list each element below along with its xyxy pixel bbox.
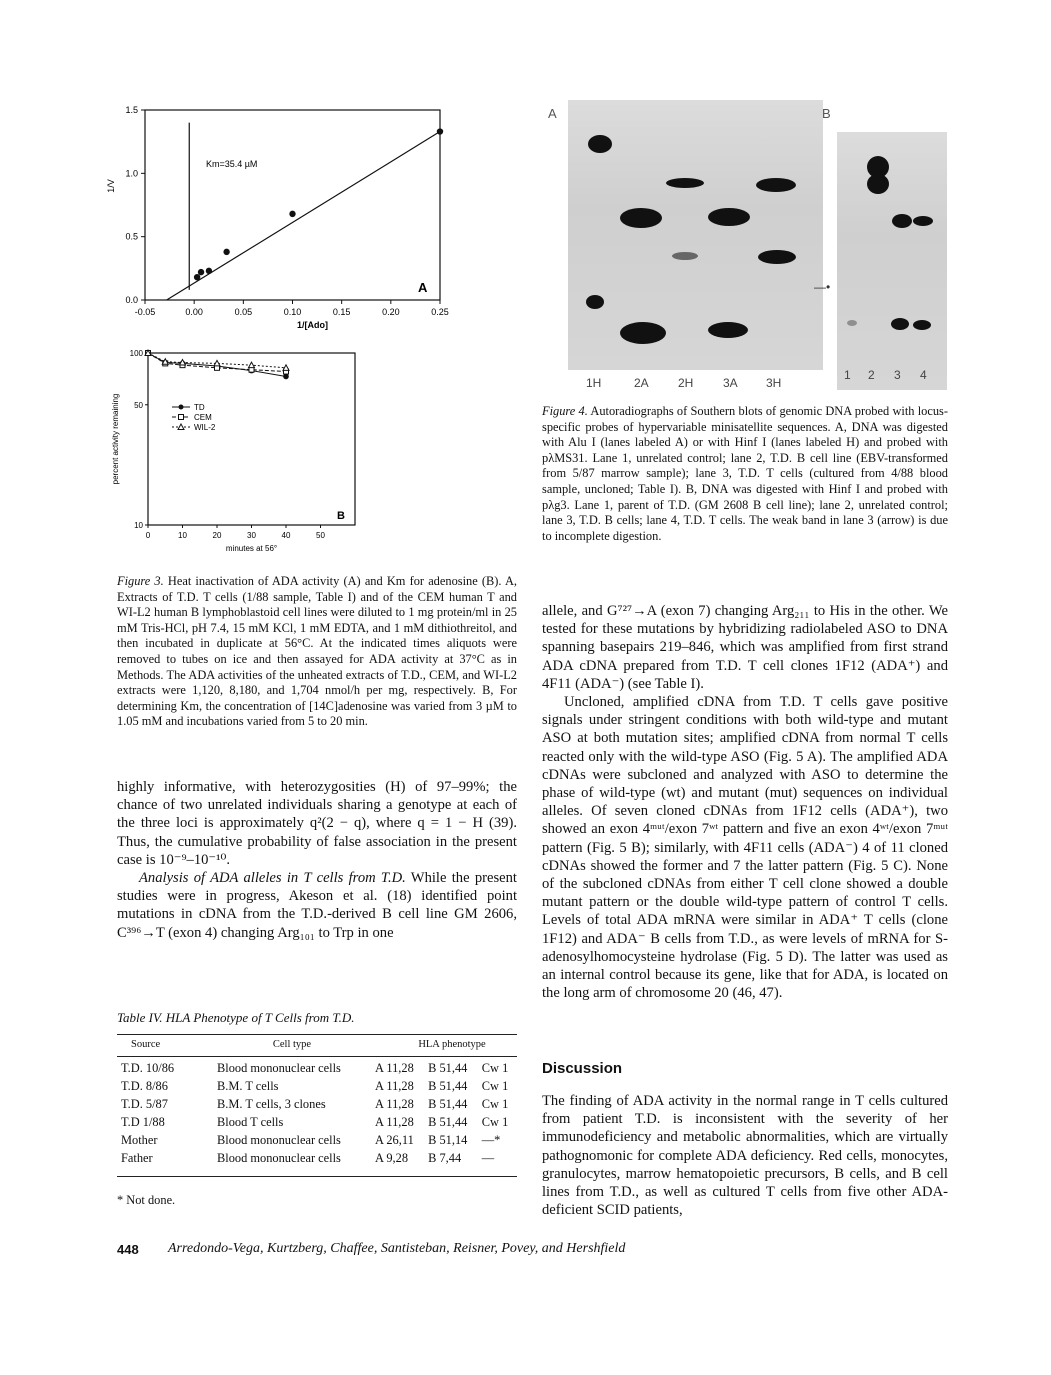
- y-tick-label: 100: [129, 349, 143, 358]
- footer-authors: Arredondo-Vega, Kurtzberg, Chaffee, Santisteban, Reisner, Povey, and Hershfield: [168, 1241, 626, 1256]
- table-row: [117, 1150, 517, 1168]
- table-cell: —*: [481, 1133, 501, 1148]
- right-paragraph-2: Uncloned, amplified cDNA from T.D. T cells gave positive signals under stringent conditions with both wild-type and mutant ASO at both mutation sites; amplified cDNA from normal T cells reacted only with the wild-type ASO (Fig. 5 A). The amplified ADA cDNAs were subcloned and analyzed with ASO to determine the phase of wild-type (wt) and mutant (mut) sequences on individual alleles. Of seven cloned cDNAs from 1F12 cells (ADA⁺), two showed an exon 4ᵐᵘᵗ/exon 7ʷᵗ pattern and five an exon 4ʷᵗ/exon 7ᵐᵘᵗ pattern (Fig. 5 B); similarly, with 4F11 cells (ADA⁻) 4 of 11 cloned cDNAs showed the former and 7 the latter pattern (Fig. 5 C). None of the subcloned cDNAs from either T cell clone showed a double mutant pattern or the double wild-type pattern of control T cells. Levels of total ADA mRNA were similar in ADA⁺ T cells (clone 1F12) and ADA⁻ B cells from T.D., as were levels of mRNA for S-adenosylhomocysteine hydrolase (Fig. 5 D). The latter was used as an internal control because its gene, like that for ADA, is located on the long arm of chromosome 20 (46, 47).: [542, 694, 948, 1002]
- x-tick-label: 0.00: [185, 307, 203, 317]
- figure4-caption-label: Figure 4.: [542, 404, 588, 418]
- table-cell: B 51,44: [428, 1061, 468, 1076]
- right-paragraph-1: allele, and G⁷²⁷→A (exon 7) changing Arg₂₁₁ to His in the other. We tested for these mutations by hybridizing radiolabeled ASO to DNA spanning basepairs 219–846, which was amplified from first strand ADA cDNA prepared from T.D. T cell clones 1F12 (ADA⁺) and 4F11 (ADA⁻) (see Table I).: [542, 603, 948, 692]
- y-tick-label: 0.5: [125, 231, 138, 242]
- lane-label: 2: [868, 368, 875, 382]
- table4-header-cell-type: Cell type: [272, 1038, 312, 1050]
- x-tick-label: 0.10: [283, 307, 302, 317]
- left-paragraph-2-text: While the present studies were in progress, Akeson et al. (18) identified point mutations in cDNA from the T.D.-derived B cell line GM 2606, C³⁹⁶→T (exon 4) changing Arg₁₀₁ to Trp in one: [117, 870, 517, 941]
- lane-label: 2H: [678, 376, 694, 390]
- table-cell: Blood mononuclear cells: [217, 1151, 341, 1166]
- table-cell: Blood mononuclear cells: [217, 1133, 341, 1148]
- table-cell: B 51,44: [428, 1079, 468, 1094]
- table-cell: B.M. T cells: [217, 1079, 279, 1094]
- left-paragraph-2: [117, 869, 517, 942]
- legend-marker: [179, 405, 184, 410]
- table-cell: —: [481, 1151, 495, 1166]
- figure4-panel-a-label: A: [548, 106, 557, 121]
- y-tick-label: 10: [134, 521, 143, 530]
- figure4-panel-a: [568, 100, 823, 370]
- x-tick-label: 0.25: [431, 307, 449, 317]
- data-point: [194, 274, 200, 280]
- x-tick-label: 0.05: [234, 307, 253, 317]
- table4-footnote: * Not done.: [117, 1192, 176, 1207]
- lane-label: 3A: [723, 376, 738, 390]
- km-annotation: Km=35.4 µM: [205, 159, 258, 169]
- table-cell: A 9,28: [375, 1151, 409, 1166]
- y-axis-label: 1/V: [106, 179, 116, 193]
- table-cell: T.D. 5/87: [121, 1097, 168, 1112]
- table-row: [117, 1060, 517, 1078]
- table4: [117, 1035, 517, 1168]
- table-cell: A 11,28: [375, 1097, 414, 1112]
- y-tick-label: 1.5: [125, 105, 138, 115]
- figure4-panel-b: [837, 132, 947, 390]
- data-point: [289, 211, 295, 217]
- figure4-arrow: —•: [814, 280, 831, 294]
- y-tick-label: 1.0: [125, 168, 138, 179]
- table4-header-source: Source: [131, 1038, 161, 1050]
- table-cell: Cw 1: [481, 1061, 509, 1076]
- table-cell: Mother: [121, 1133, 158, 1148]
- figure3-panel-a: [100, 100, 450, 340]
- figure3-panel-b: [100, 345, 370, 560]
- fit-line: [167, 132, 440, 300]
- legend-marker: [179, 415, 184, 420]
- figure3-caption: [117, 574, 517, 730]
- figure4-panel-b-label: B: [822, 106, 831, 121]
- table-cell: B 51,44: [428, 1115, 468, 1130]
- lane-label: 4: [920, 368, 927, 382]
- figure4-caption: [542, 404, 948, 544]
- table-cell: Cw 1: [481, 1079, 509, 1094]
- left-paragraph-1: highly informative, with heterozygosities (H) of 97–99%; the chance of two unrelated individuals sharing a genotype at each of the three loci is approximately q²(2 − q), where q = 1 − H (39). Thus, the cumulative probability of false association in the present case is 10⁻⁹–10⁻¹⁰.: [117, 779, 517, 868]
- lane-label: 3H: [766, 376, 782, 390]
- figure3-caption-label: Figure 3.: [117, 574, 164, 588]
- x-tick-label: 20: [212, 531, 222, 540]
- table-cell: A 11,28: [375, 1115, 414, 1130]
- table-cell: A 11,28: [375, 1061, 414, 1076]
- lane-label: 1H: [586, 376, 602, 390]
- data-point: [249, 362, 255, 368]
- x-axis-label: minutes at 56°: [225, 544, 278, 553]
- figure4-caption-text: Autoradiographs of Southern blots of genomic DNA probed with locus-specific probes of hypervariable minisatellite sequences. A, DNA was digested with Alu I (lanes labeled A) or with Hinf I (lanes labeled H) and probed with pλMS31. Lane 1, unrelated control; lane 2, T.D. B cell line (EBV-transformed from 5/87 marrow sample); lane 3, T.D. T cells (cultured from 4/88 blood sample, uncloned; Table I). B, DNA was digested with Hinf I and probed with pλg3. Lane 1, parent of T.D. (GM 2608 B cell line); lane 2, unrelated control; lane 3, T.D. B cells; lane 4, T.D. T cells. The weak band in lane 3 (arrow) is due to incomplete digestion.: [542, 404, 949, 543]
- y-axis-label: percent activity remaining: [111, 393, 120, 485]
- x-tick-label: 30: [247, 531, 256, 540]
- x-tick-label: 10: [178, 531, 187, 540]
- table4-header-row: [117, 1035, 517, 1054]
- lane-label: 1: [844, 368, 851, 382]
- data-point: [206, 268, 212, 274]
- data-point: [283, 365, 289, 371]
- table-cell: B 51,14: [428, 1133, 468, 1148]
- table-cell: A 11,28: [375, 1079, 414, 1094]
- left-paragraph-2-heading: Analysis of ADA alleles in T cells from T.D.: [139, 870, 406, 887]
- table-cell: Father: [121, 1151, 153, 1166]
- legend-label: WIL-2: [194, 423, 216, 432]
- x-tick-label: 0.20: [382, 307, 400, 317]
- legend-label: TD: [194, 403, 205, 412]
- table-cell: B 7,44: [428, 1151, 462, 1166]
- table4-container: [117, 1010, 517, 1208]
- discussion-heading: Discussion: [542, 1060, 623, 1077]
- left-body-text: [117, 778, 517, 942]
- figure4-blots: [540, 100, 950, 395]
- y-tick-label: 50: [134, 400, 143, 410]
- page-number: 448: [117, 1242, 139, 1257]
- data-point: [198, 269, 204, 275]
- table4-bottom-rule: [117, 1176, 517, 1177]
- table-cell: T.D. 10/86: [121, 1061, 175, 1076]
- table-cell: B 51,44: [428, 1097, 468, 1112]
- table4-title: Table IV. HLA Phenotype of T Cells from T.D.: [117, 1010, 355, 1025]
- legend-label: CEM: [194, 413, 212, 422]
- right-body-text-2: [542, 1092, 948, 1219]
- x-tick-label: -0.05: [134, 307, 156, 317]
- x-tick-label: 0.15: [332, 307, 351, 317]
- panel-letter: B: [337, 510, 345, 522]
- table-cell: T.D. 8/86: [121, 1079, 168, 1094]
- table-cell: Blood mononuclear cells: [217, 1061, 341, 1076]
- right-body-text: [542, 602, 948, 1002]
- right-paragraph-3: The finding of ADA activity in the normal range in T cells cultured from patient T.D. is inconsistent with the severity of her immunodeficiency and metabolic abnormalities, which are virtually pathognomonic for complete ADA deficiency. Red cells, monocytes, granulocytes, marrow hematopoietic precursors, B cells, and B cell lines from T.D., as well as cultured T cells from five other ADA-deficient SCID patients,: [542, 1093, 948, 1219]
- table-cell: Cw 1: [481, 1097, 509, 1112]
- x-tick-label: 50: [316, 531, 325, 540]
- table-cell: Cw 1: [481, 1115, 509, 1130]
- legend-marker: [178, 424, 184, 430]
- table4-header-hla: HLA phenotype: [418, 1038, 486, 1050]
- table-cell: A 26,11: [375, 1133, 414, 1148]
- data-point: [223, 249, 229, 255]
- table-row: [117, 1078, 517, 1096]
- table-row: [117, 1132, 517, 1150]
- x-tick-label: 40: [281, 531, 291, 540]
- table-cell: T.D 1/88: [121, 1115, 165, 1130]
- data-point: [437, 128, 443, 134]
- x-axis-label: 1/[Ado]: [297, 320, 328, 330]
- table-row: [117, 1114, 517, 1132]
- table-cell: B.M. T cells, 3 clones: [217, 1097, 326, 1112]
- panel-letter: A: [418, 280, 428, 295]
- lane-label: 3: [894, 368, 901, 382]
- x-tick-label: 0: [145, 531, 151, 540]
- y-tick-label: 0.0: [125, 295, 138, 305]
- table-cell: Blood T cells: [217, 1115, 284, 1130]
- lane-label: 2A: [634, 376, 649, 390]
- figure3-caption-text: Heat inactivation of ADA activity (A) and Km for adenosine (B). A, Extracts of T.D. T cells (1/88 sample, Table I) and of the CEM human T and WI-L2 human B lymphoblastoid cell lines were diluted to 1 mg protein/ml in 25 mM Tris-HCl, pH 7.4, 15 mM KCl, 1 mM EDTA, and 1 mM dithiothreitol, and then incubated in duplicate at 56°C. At the indicated times aliquots were removed to tubes on ice and then assayed for ADA activity at 37°C as in Methods. The ADA activities of the unheated extracts of T.D., CEM, and WI-L2 extracts were 1,120, 8,180, and 1,704 nmol/h per mg, respectively. B, For determining Km, the concentration of [14C]adenosine was varied from 3 µM to 1.05 mM and incubations varied from 5 to 20 min.: [117, 574, 518, 729]
- plot-frame: [148, 353, 355, 525]
- table-row: [117, 1096, 517, 1114]
